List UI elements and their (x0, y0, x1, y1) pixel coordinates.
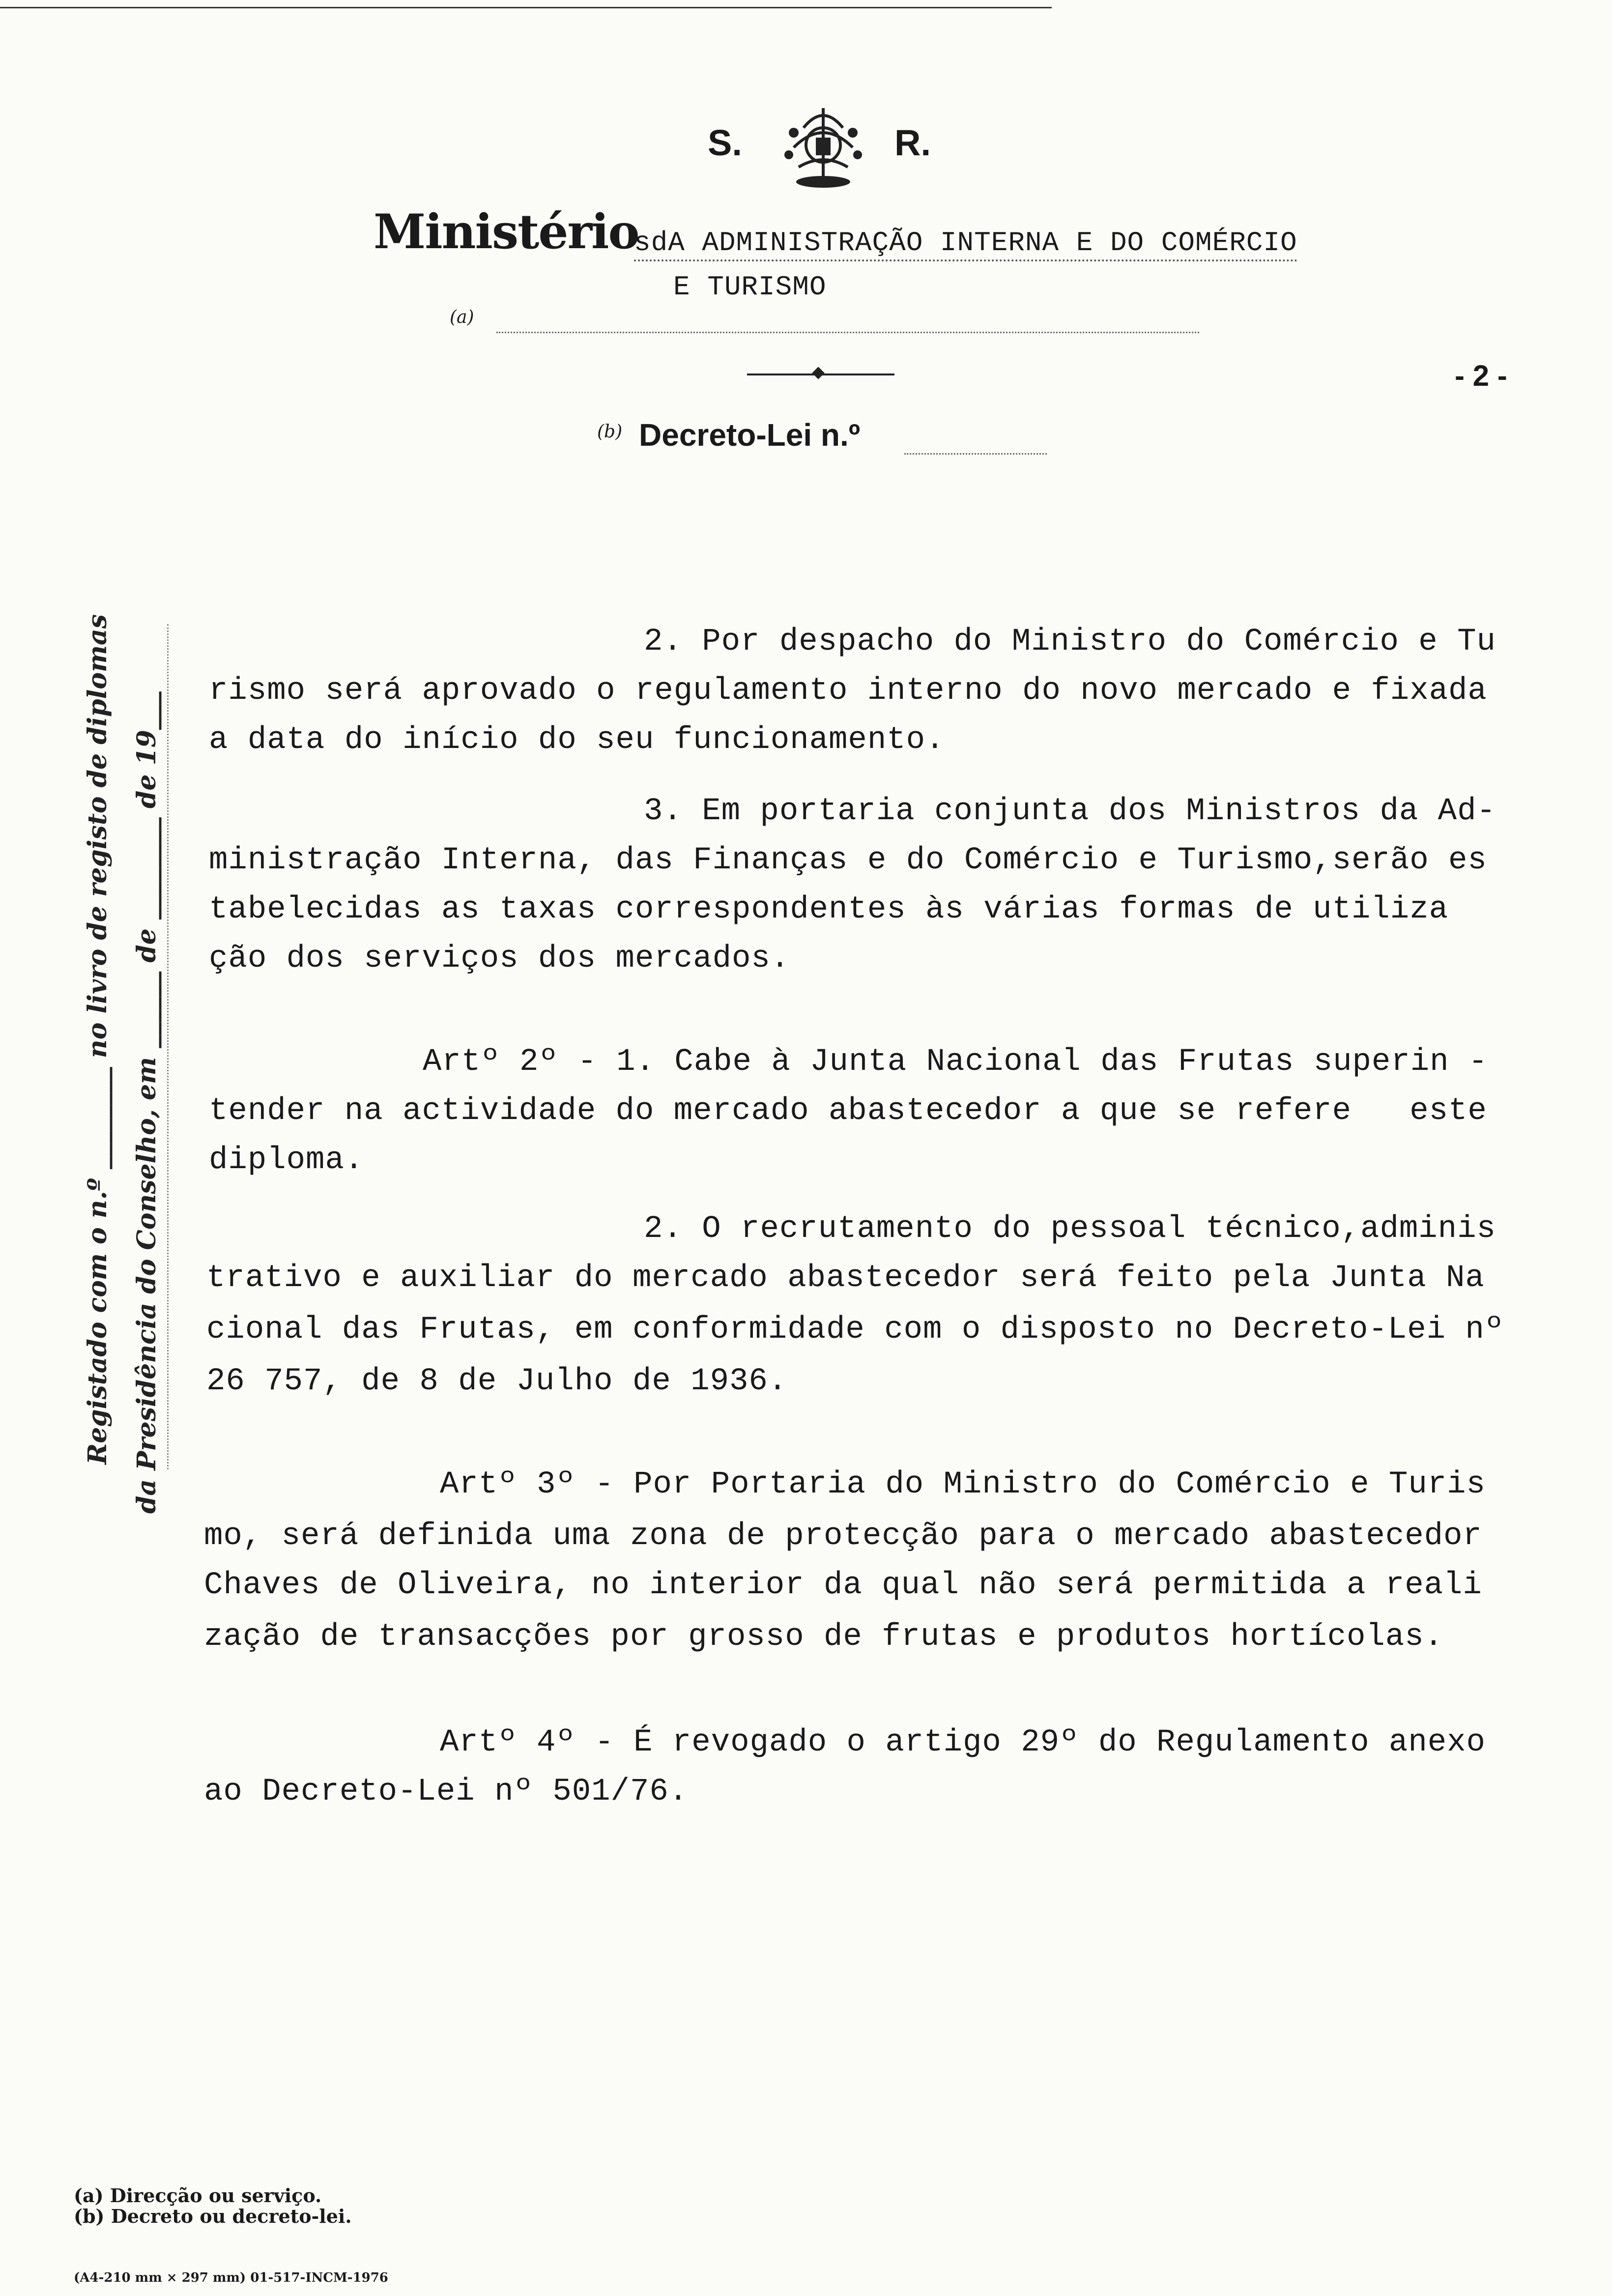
body-line: ção dos serviços dos mercados. (209, 941, 790, 976)
footnote-b: (b) Decreto ou decreto-lei. (74, 2205, 352, 2227)
body-line: 26 757, de 8 de Julho de 1936. (206, 1364, 788, 1399)
body-line: tender na actividade do mercado abastecedor a que se refere este (209, 1093, 1487, 1129)
body-line: ao Decreto-Lei nº 501/76. (204, 1774, 689, 1809)
body-line: zação de transacções por grosso de frutas e produtos hortícolas. (204, 1619, 1443, 1655)
body-line: a data do início do seu funcionamento. (209, 722, 945, 758)
body-line: Chaves de Oliveira, no interior da qual não será permitida a reali (204, 1568, 1482, 1603)
top-rule (0, 7, 1052, 8)
body-line: 2. O recrutamento do pessoal técnico,adminis (644, 1211, 1496, 1247)
form-code: (A4-210 mm × 297 mm) 01-517-INCM-1976 (74, 2270, 388, 2285)
ministry-name-dotted-line (634, 259, 1297, 261)
header-r-letter: R. (894, 122, 931, 163)
body-line: Artº 4º - É revogado o artigo 29º do Regulamento anexo (440, 1725, 1486, 1760)
label-a: (a) (450, 307, 474, 327)
body-line: Artº 3º - Por Portaria do Ministro do Comércio e Turis (440, 1467, 1486, 1502)
body-line: ministração Interna, das Finanças e do Comércio e Turismo,serão es (209, 843, 1487, 878)
body-line: 3. Em portaria conjunta dos Ministros da Ad- (644, 794, 1496, 829)
body-line: trativo e auxiliar do mercado abastecedor será feito pela Junta Na (206, 1261, 1485, 1296)
body-line: diploma. (209, 1143, 364, 1178)
body-line: Artº 2º - 1. Cabe à Junta Nacional das Frutas superin - (423, 1044, 1488, 1080)
ministry-name-line1: sdA ADMINISTRAÇÃO INTERNA E DO COMÉRCIO (634, 227, 1297, 258)
coat-of-arms-icon (774, 98, 872, 192)
ministry-name-line2: E TURISMO (673, 271, 827, 303)
margin-registo-text: Registado com o n.º ________ no livro de registo de diplomas (83, 614, 113, 1464)
footnote-a: (a) Direcção ou serviço. (74, 2184, 322, 2207)
margin-presidencia-text: da Presidência do Conselho, em ______ de ________ de 19___ (132, 691, 162, 1514)
body-line: tabelecidas as taxas correspondentes às várias formas de utiliza (209, 892, 1448, 927)
margin-dotted-line (167, 624, 169, 1469)
body-line: cional das Frutas, em conformidade com o disposto no Decreto-Lei nº (206, 1312, 1504, 1348)
body-line: 2. Por despacho do Ministro do Comércio e Tu (644, 624, 1496, 660)
header-s-letter: S. (708, 122, 742, 163)
dotted-line-b (904, 453, 1047, 455)
page-number: - 2 - (1455, 359, 1507, 392)
decree-label: Decreto-Lei n.º (639, 417, 861, 453)
dotted-line-a (496, 332, 1199, 333)
body-line: mo, será definida uma zona de protecção para o mercado abastecedor (204, 1519, 1482, 1554)
body-line: rismo será aprovado o regulamento interno do novo mercado e fixada (209, 673, 1487, 709)
divider-diamond (812, 367, 824, 379)
label-b: (b) (597, 422, 623, 442)
ministry-label: Ministério (374, 204, 639, 259)
